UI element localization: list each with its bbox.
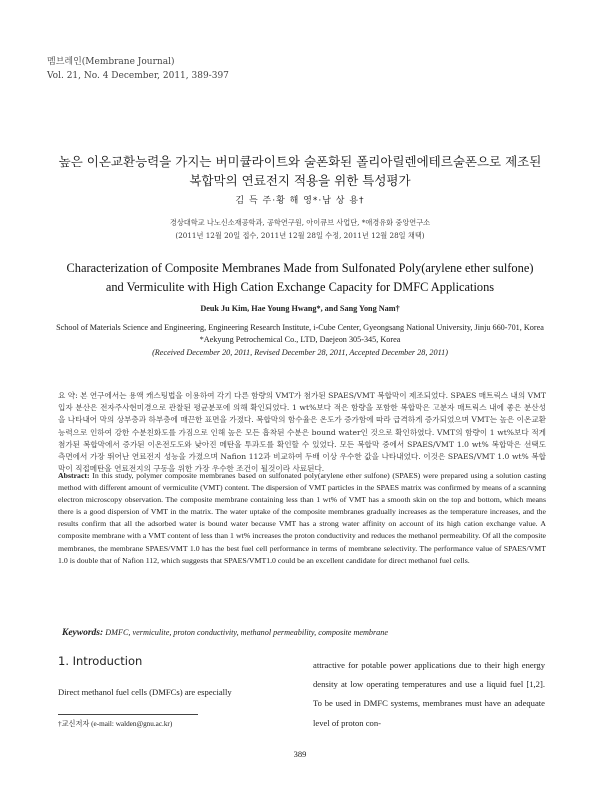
body-right-column: attractive for potable power applications due to their high energy density at low operating temperatures and use a liquid fuel [1,2]. To be used in DMFC systems, membranes must have an adequate level of proton con- <box>313 660 545 728</box>
english-title-line1: Characterization of Composite Membranes Made from Sulfonated Poly(arylene ether sulfone) <box>66 261 534 275</box>
keywords <box>62 628 542 638</box>
korean-affiliation <box>40 216 560 242</box>
korean-title <box>40 152 560 190</box>
keywords-label: Keywords: <box>62 628 104 638</box>
english-title-line2: and Vermiculite with High Cation Exchange Capacity for DMFC Applications <box>105 280 495 294</box>
korean-affiliation-line1: 경상대학교 나노신소재공학과, 공학연구원, 아이큐브 사업단, *애경유화 중앙연구소 <box>169 218 431 227</box>
body-left-column: Direct methanol fuel cells (DMFCs) are especially <box>58 687 232 697</box>
english-abstract <box>58 470 546 567</box>
english-affiliation <box>50 322 550 359</box>
english-title <box>30 259 570 297</box>
korean-dates: (2011년 12월 20일 접수, 2011년 12월 28일 수정, 2011년 12월 28일 채택) <box>175 231 425 240</box>
abstract-label: Abstract: <box>58 471 90 480</box>
journal-name: 멤브레인(Membrane Journal) <box>47 57 175 67</box>
english-affiliation-line1: School of Materials Science and Engineering, Engineering Research Institute, i-Cube Center, Gyeongsang National University, Jinju 660-701, Korea <box>56 323 544 332</box>
korean-title-line1: 높은 이온교환능력을 가지는 버미큘라이트와 술폰화된 폴리아릴렌에테르술폰으로 제조된 <box>58 154 542 169</box>
journal-header <box>47 55 229 83</box>
korean-title-line2: 복합막의 연료전지 적용을 위한 특성평가 <box>189 173 411 188</box>
abstract-text: In this study, polymer composite membranes based on sulfonated poly(arylene ether sulfone) (SPAES) were prepared using a solution casting method with different amount of vermiculite (VMT) content. The dispersion of VMT particles in the SPAES matrix was confirmed by means of a scanning electron microscopy observation. The composite membrane containing less than 1 wt% of VMT has a smooth skin on the top and bottom, which means there is a good dispersion of VMT in the matrix. The water uptake of the composite membranes gradually increases as the temperature increases, and the results confirm that all the adsorbed water is bound water because VMT has a strong water affinity on account of its high cation exchange value. A composite membrane with a VMT content of less than 1 wt% increases the proton conductivity and reduces the methanol permeability. Of all the composite membranes, the membrane SPAES/VMT 1.0 has the best fuel cell performance in terms of membrane selectivity. The performance value of SPAES/VMT 1.0 is double that of Nafion 112, which suggests that SPAES/VMT1.0 could be an excellent candidate for direct methanol fuel cells. <box>58 471 547 565</box>
journal-volume: Vol. 21, No. 4 December, 2011, 389-397 <box>47 71 229 81</box>
korean-abstract: 요 약: 본 연구에서는 용액 캐스팅법을 이용하여 각기 다른 함량의 VMT가 첨가된 SPAES/VMT 복합막이 제조되었다. SPAES 매트릭스 내의 VMT입자 분산은 전자주사현미경으로 관찰된 평균분포에 의해 확인되었다. 1 wt%보다 적은 함량을 포함한 복합막은 고분자 매트릭스 내에 좋은 분산성을 나타내어 막의 상부층과 하부층에 매끈한 표면을 가졌다. 복합막의 함수율은 온도가 증가함에 따라 급격하게 증가되었으며 VMT는 높은 이온교환능력으로 인하여 강한 수분친화도를 가짐으로 인해 높은 모든 흡착된 수분은 bound water인 것으로 확인하였다. VMT의 함량이 1 wt%보다 적게 첨가된 복합막에서 증가된 이온전도도와 낮아진 메탄올 투과도를 확인할 수 있었다. 모든 복합막 중에서 SPAES/VMT 1.0 wt% 복합막은 선택도 측면에서 가장 뛰어난 연료전지 성능을 가졌으며 Nafion 112과 비교하여 두배 이상 우수한 값을 나타내었다. 이것은 SPAES/VMT 1.0 wt% 복합막이 직접메탄올 연료전지의 구동을 위한 가장 우수한 조건이 될것이라 사료된다. <box>58 391 546 474</box>
section-title: 1. Introduction <box>58 654 143 668</box>
english-affiliation-line2: *Aekyung Petrochemical Co., LTD, Daejeon 305-345, Korea <box>199 335 401 345</box>
keywords-text: DMFC, vermiculite, proton conductivity, methanol permeability, composite membrane <box>105 628 389 637</box>
korean-authors: 김 득 주·황 해 영*·남 상 용† <box>235 196 365 206</box>
received-dates: (Received December 20, 2011, Revised December 28, 2011, Accepted December 28, 2011) <box>152 347 448 357</box>
footnote: †교신저자 (e-mail: walden@gnu.ac.kr) <box>58 720 173 728</box>
page-number: 389 <box>293 749 307 759</box>
footnote-divider <box>58 714 198 715</box>
english-authors: Deuk Ju Kim, Hae Young Hwang*, and Sang Yong Nam† <box>200 304 400 313</box>
